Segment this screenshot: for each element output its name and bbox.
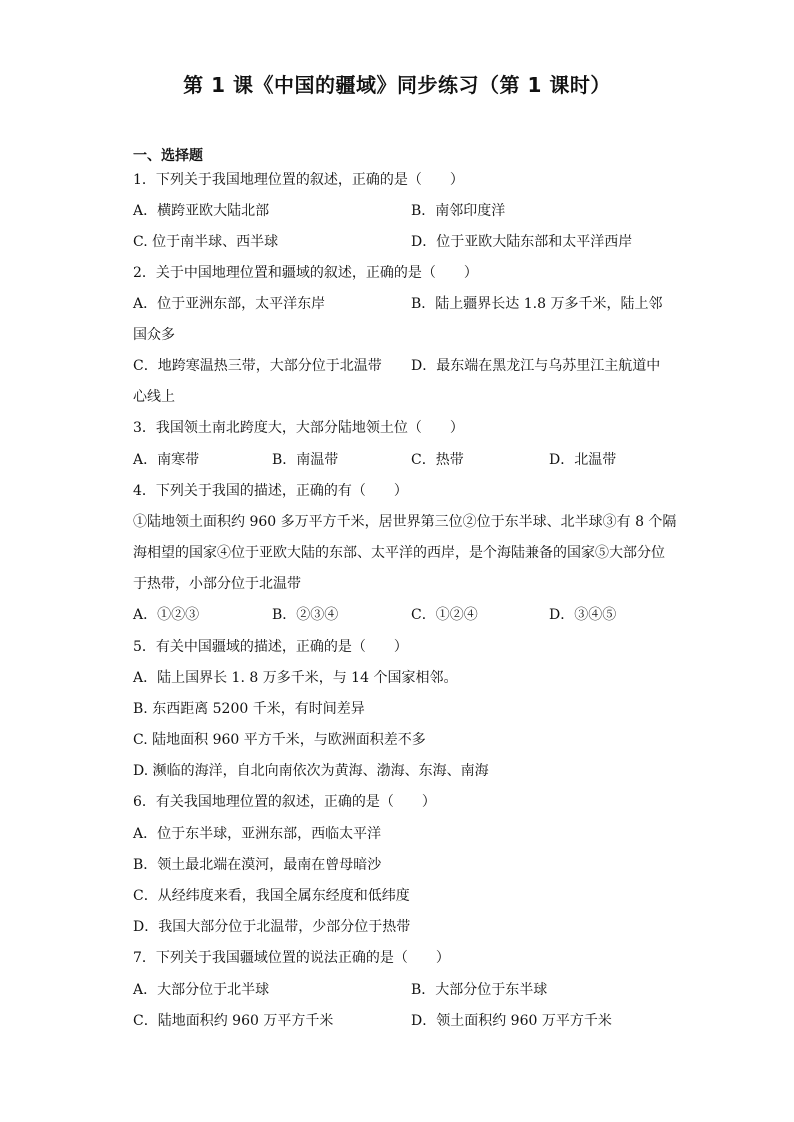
q2-option-d: D．最东端在黑龙江与乌苏里江主航道中 <box>411 358 661 374</box>
q4-body-line-3: 于热带，小部分位于北温带 <box>133 576 301 592</box>
q3-option-a: A．南寒带 <box>133 452 200 468</box>
q7-option-d: D．领土面积约 960 万平方千米 <box>411 1013 612 1029</box>
q4-option-d: D．③④⑤ <box>549 607 617 623</box>
q3-option-b: B．南温带 <box>272 452 339 468</box>
question-2-stem: 2．关于中国地理位置和疆域的叙述，正确的是（ ） <box>133 265 478 281</box>
q6-option-c: C．从经纬度来看，我国全属东经度和低纬度 <box>133 888 410 904</box>
q7-option-b: B．大部分位于东半球 <box>411 982 548 998</box>
q5-option-a: A．陆上国界长 1. 8 万多千米，与 14 个国家相邻。 <box>133 670 458 686</box>
q2-option-d-continued: 心线上 <box>133 389 175 405</box>
q6-option-d: D．我国大部分位于北温带，少部分位于热带 <box>133 919 411 935</box>
q1-option-b: B．南邻印度洋 <box>411 203 506 219</box>
q2-option-b: B．陆上疆界长达 1.8 万多千米，陆上邻 <box>411 296 663 312</box>
q3-option-c: C．热带 <box>411 452 464 468</box>
q7-option-a: A．大部分位于北半球 <box>133 982 270 998</box>
q2-option-c: C．地跨寒温热三带，大部分位于北温带 <box>133 358 382 374</box>
q3-option-d: D．北温带 <box>549 452 617 468</box>
q4-option-a: A．①②③ <box>133 607 200 623</box>
q1-option-a: A．横跨亚欧大陆北部 <box>133 203 270 219</box>
q2-option-a: A．位于亚洲东部，太平洋东岸 <box>133 296 326 312</box>
question-1-stem: 1．下列关于我国地理位置的叙述，正确的是（ ） <box>133 172 464 188</box>
question-6-stem: 6．有关我国地理位置的叙述，正确的是（ ） <box>133 794 436 810</box>
q1-option-c: C. 位于南半球、西半球 <box>133 234 279 250</box>
section-heading: 一、选择题 <box>133 148 203 164</box>
q4-option-b: B．②③④ <box>272 607 339 623</box>
q4-body-line-1: ①陆地领土面积约 960 多万平方千米，居世界第三位②位于东半球、北半球③有 8 个隔 <box>133 514 677 530</box>
q6-option-b: B．领土最北端在漠河，最南在曾母暗沙 <box>133 857 382 873</box>
question-7-stem: 7．下列关于我国疆域位置的说法正确的是（ ） <box>133 950 450 966</box>
question-5-stem: 5．有关中国疆域的描述，正确的是（ ） <box>133 639 408 655</box>
q4-option-c: C．①②④ <box>411 607 478 623</box>
q4-body-line-2: 海相望的国家④位于亚欧大陆的东部、太平洋的西岸，是个海陆兼备的国家⑤大部分位 <box>133 545 665 561</box>
q7-option-c: C．陆地面积约 960 万平方千米 <box>133 1013 334 1029</box>
question-3-stem: 3．我国领土南北跨度大，大部分陆地领土位（ ） <box>133 420 464 436</box>
page-title: 第 1 课《中国的疆域》同步练习（第 1 课时） <box>183 73 611 97</box>
q6-option-a: A．位于东半球，亚洲东部，西临太平洋 <box>133 826 382 842</box>
q5-option-b: B. 东西距离 5200 千米，有时间差异 <box>133 701 365 717</box>
q1-option-d: D．位于亚欧大陆东部和太平洋西岸 <box>411 234 633 250</box>
q2-option-b-continued: 国众多 <box>133 327 175 343</box>
question-4-stem: 4．下列关于我国的描述，正确的有（ ） <box>133 483 408 499</box>
q5-option-d: D. 濒临的海洋，自北向南依次为黄海、渤海、东海、南海 <box>133 763 489 779</box>
q5-option-c: C. 陆地面积 960 平方千米，与欧洲面积差不多 <box>133 732 426 748</box>
